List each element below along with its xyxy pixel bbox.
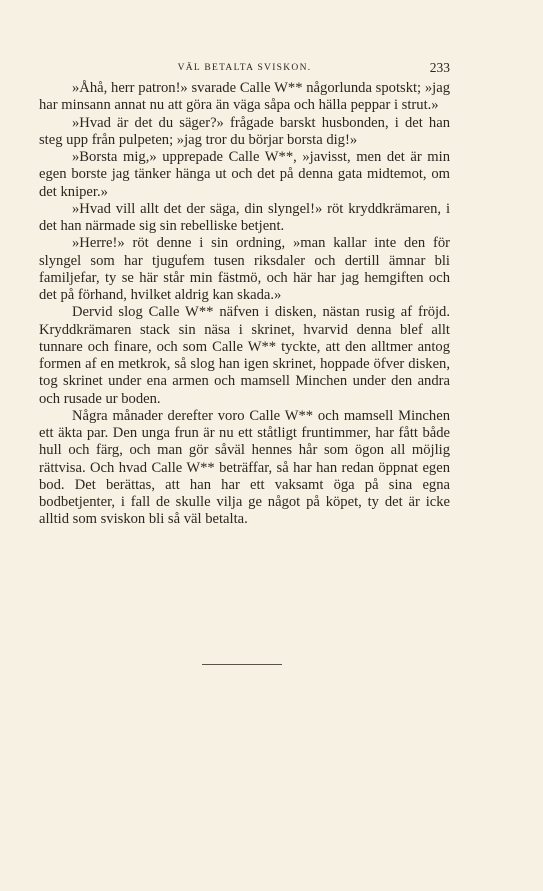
paragraph: »Åhå, herr patron!» svarade Calle W** någorlunda spotskt; »jag har minsann annat nu att göra än väga såpa och hälla peppar i strut.» — [39, 80, 450, 114]
paragraph: »Hvad vill allt det der säga, din slyngel!» röt kryddkrämaren, i det han närmade sig sin rebelliske betjent. — [39, 200, 450, 234]
paragraph: Några månader derefter voro Calle W** och mamsell Minchen ett äkta par. Den unga frun är nu ett ståtligt fruntimmer, har fått både hull och färg, och man gör såväl hennes hår som ögon all möjlig rättvisa. Och hvad Calle W** beträffar, så har han redan öppnat egen bod. Det berättas, att han har ett vaksamt öga på sina egna bodbetjenter, i fall de skulle vilja ge något på köpet, ty det är icke alltid som sviskon bli så väl betalta. — [39, 407, 450, 528]
paragraph: »Borsta mig,» upprepade Calle W**, »javisst, men det är min egen borste jag tänker hänga ut och det på denna gata midtemot, om det kniper.» — [39, 149, 450, 200]
body-text — [39, 80, 450, 529]
page-number: 233 — [429, 60, 450, 75]
running-head — [39, 60, 450, 76]
paragraph: Dervid slog Calle W** näfven i disken, nästan rusig af fröjd. Kryddkrämaren stack sin näsa i skrinet, hvarvid denna blef allt tunnare och finare, och som Calle W** tyckte, att den alltmer antog formen af en metkrok, så slog han igen skrinet, hoppade öfver disken, tog skrinet under ena armen och mamsell Minchen under den andra och rusade ur boden. — [39, 304, 450, 407]
paragraph: »Herre!» röt denne i sin ordning, »man kallar inte den för slyngel som har tjugufem tusen riksdaler och dertill ämnar bli familjefar, ty se här står min fästmö, och här har jag hemgiften och det på förhand, hvilket aldrig kan skada.» — [39, 235, 450, 303]
paragraph: »Hvad är det du säger?» frågade barskt husbonden, i det han steg upp från pulpeten; »jag tror du börjar borsta dig!» — [39, 114, 450, 148]
end-rule — [202, 664, 282, 665]
running-title: VÄL BETALTA SVISKON. — [177, 63, 312, 73]
